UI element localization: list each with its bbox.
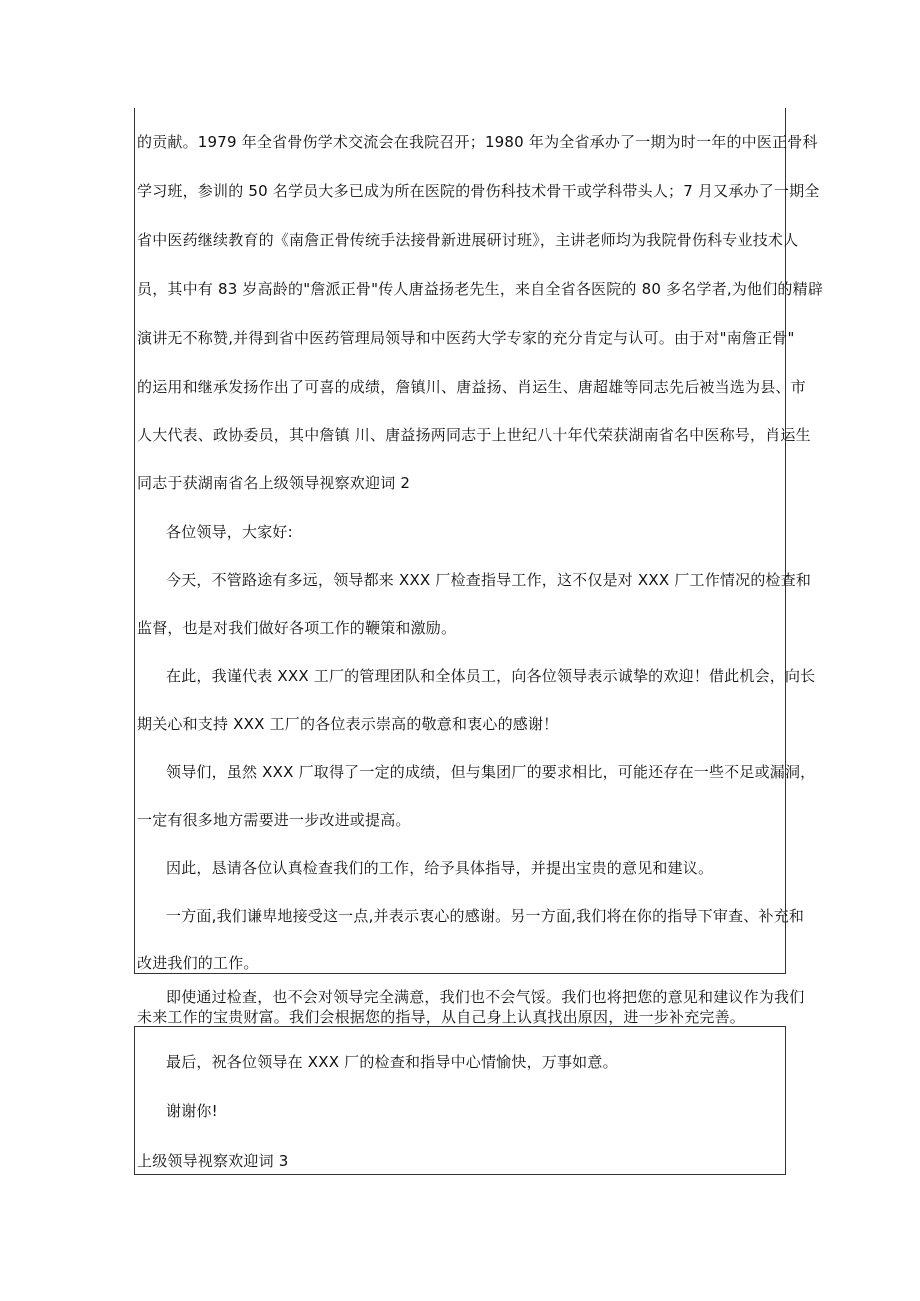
paragraph-line: 的贡献。1979 年全省骨伤学术交流会在我院召开；1980 年为全省承办了一期为时一年的中医正骨科: [137, 133, 818, 151]
paragraph-line: 因此，恳请各位认真检查我们的工作，给予具体指导，并提出宝贵的意见和建议。: [166, 859, 714, 877]
paragraph-line: 演讲无不称赞,并得到省中医药管理局领导和中医药大学专家的充分肯定与认可。由于对"南詹正骨": [137, 329, 795, 347]
paragraph-line: 学习班，参训的 50 名学员大多已成为所在医院的骨伤科技术骨干或学科带头人；7 月又承办了一期全: [137, 182, 820, 200]
paragraph-line: 省中医药继续教育的《南詹正骨传统手法接骨新进展研讨班》，主讲老师均为我院骨伤科专业技术人: [137, 231, 799, 249]
section-heading: 上级领导视察欢迎词 3: [137, 1152, 289, 1170]
paragraph-line: 谢谢你!: [166, 1102, 218, 1120]
paragraph-line: 今天，不管路途有多远，领导都来 XXX 厂检查指导工作，这不仅是对 XXX 厂工作情况的检查和: [166, 571, 812, 589]
section-heading: 同志于获湖南省名上级领导视察欢迎词 2: [137, 474, 411, 492]
paragraph-line: 最后，祝各位领导在 XXX 厂的检查和指导中心情愉快，万事如意。: [166, 1053, 618, 1071]
paragraph-line: 期关心和支持 XXX 工厂的各位表示崇高的敬意和衷心的感谢！: [137, 715, 559, 733]
paragraph-line: 一定有很多地方需要进一步改进或提高。: [137, 811, 411, 829]
paragraph-line: 即使通过检查，也不会对领导完全满意，我们也不会气馁。我们也将把您的意见和建议作为我们: [166, 988, 805, 1006]
greeting: 各位领导，大家好:: [166, 523, 293, 541]
paragraph-line: 在此，我谨代表 XXX 工厂的管理团队和全体员工，向各位领导表示诚挚的欢迎！借此机会，向长: [166, 667, 816, 685]
paragraph-line: 员，其中有 83 岁高龄的"詹派正骨"传人唐益扬老先生，来自全省各医院的 80 多名学者,为他们的精辟: [137, 280, 824, 298]
paragraph-line: 监督，也是对我们做好各项工作的鞭策和激励。: [137, 619, 457, 637]
paragraph-line: 未来工作的宝贵财富。我们会根据您的指导，从自己身上认真找出原因，进一步补充完善。: [137, 1008, 746, 1026]
paragraph-line: 领导们，虽然 XXX 厂取得了一定的成绩，但与集团厂的要求相比，可能还存在一些不足或漏洞，: [166, 763, 816, 781]
paragraph-line: 改进我们的工作。: [137, 954, 259, 972]
paragraph-line: 一方面,我们谦卑地接受这一点,并表示衷心的感谢。另一方面,我们将在你的指导下审查、补充和: [166, 907, 805, 925]
paragraph-line: 人大代表、政协委员，其中詹镇 川、唐益扬两同志于上世纪八十年代荣获湖南省名中医称号，肖运生: [137, 426, 811, 444]
paragraph-line: 的运用和继承发扬作出了可喜的成绩，詹镇川、唐益扬、肖运生、唐超雄等同志先后被当选为县、市: [137, 378, 806, 396]
